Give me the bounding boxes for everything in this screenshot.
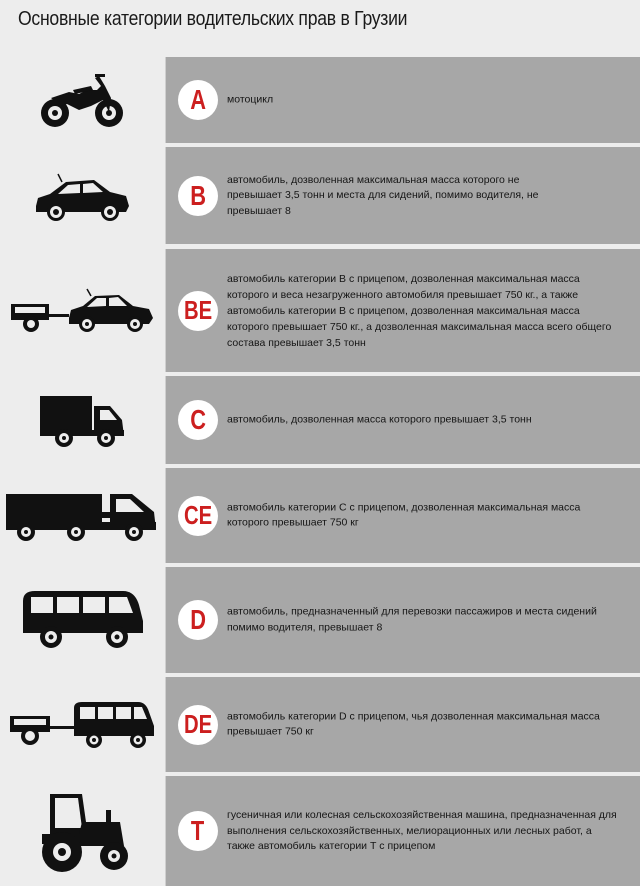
category-row-be — [0, 249, 640, 372]
category-badge-t: T — [178, 811, 218, 851]
category-card-be — [165, 249, 640, 372]
bus-icon — [0, 567, 164, 673]
category-row-d — [0, 567, 640, 673]
category-row-t — [0, 776, 640, 886]
category-row-ce — [0, 468, 640, 563]
category-card-b — [165, 147, 640, 244]
category-description-a: мотоцикл — [227, 93, 274, 106]
category-card-a — [165, 57, 640, 143]
category-row-b — [0, 147, 640, 244]
category-row-c — [0, 376, 640, 464]
truck-icon — [0, 376, 164, 464]
category-description-ce: автомобиль категории С с прицепом, дозволенная максимальная масса которого превышает 750 кг — [227, 501, 581, 529]
category-row-de — [0, 677, 640, 772]
category-card-d — [165, 567, 640, 673]
category-description-d: автомобиль, предназначенный для перевозки пассажиров и места сидений помимо водителя, превышает 8 — [227, 605, 597, 633]
truck-with-trailer-icon — [0, 468, 164, 563]
category-badge-d: D — [178, 600, 218, 640]
car-with-trailer-icon — [0, 249, 164, 372]
category-card-ce — [165, 468, 640, 563]
category-card-c — [165, 376, 640, 464]
category-description-be: автомобиль категории В с прицепом, дозволенная максимальная масса которого и веса незагруженного автомобиля превышает 750 кг., а также автомобиль категории В с прицепом, дозволенная максимальная масса которого превышает 750 кг., а дозволенная максимальная масса всего общего состава превышает 3,5 тонн — [227, 272, 612, 349]
category-badge-be: BE — [178, 291, 218, 331]
category-description-b: автомобиль, дозволенная максимальная масса которого не превышает 3,5 тонн и места для сидений, помимо водителя, не превышает 8 — [227, 173, 539, 217]
bus-with-trailer-icon — [0, 677, 164, 772]
tractor-icon — [0, 776, 164, 886]
category-card-de — [165, 677, 640, 772]
category-badge-c: C — [178, 400, 218, 440]
category-badge-b: B — [178, 176, 218, 216]
category-description-de: автомобиль категории D с прицепом, чья дозволенная максимальная масса превышает 750 кг — [227, 710, 600, 738]
car-icon — [0, 147, 164, 244]
motorcycle-icon — [0, 57, 164, 143]
category-badge-de: DE — [178, 705, 218, 745]
page-title: Основные категории водительских прав в Грузии — [18, 8, 408, 30]
category-description-c: автомобиль, дозволенная масса которого превышает 3,5 тонн — [227, 413, 532, 426]
category-card-t — [165, 776, 640, 886]
category-badge-a: A — [178, 80, 218, 120]
category-badge-ce: CE — [178, 496, 218, 536]
category-row-a — [0, 57, 640, 143]
category-description-t: гусеничная или колесная сельскохозяйственная машина, предназначенная для выполнения сельскохозяйственных, мелиорационных или лесных работ, а также автомобиль категории Т с прицепом — [227, 808, 617, 852]
